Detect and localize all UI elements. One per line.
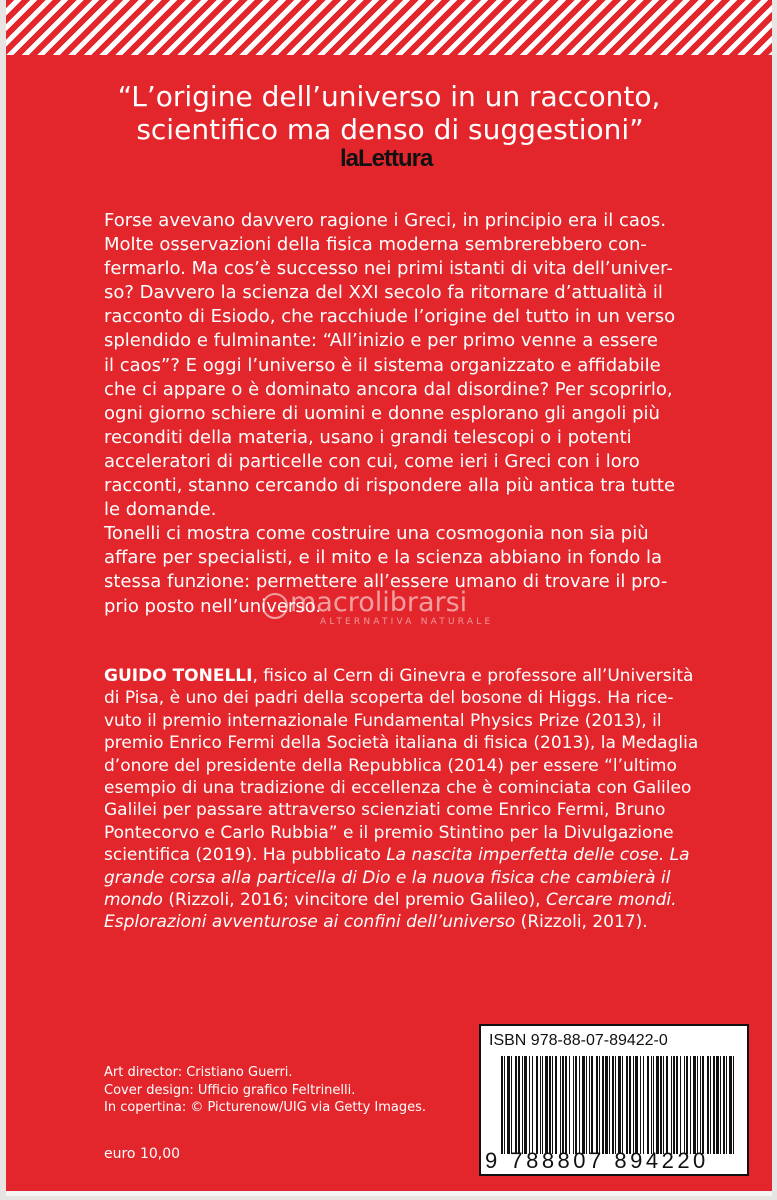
barcode-bar: [549, 1056, 551, 1154]
barcode-bar: [713, 1056, 715, 1154]
barcode-bar: [609, 1056, 610, 1154]
barcode-bar: [618, 1056, 621, 1154]
la-lettura-logo: laLettura: [340, 145, 433, 172]
description-line: Forse avevano davvero ragione i Greci, in principio era il caos.: [104, 210, 667, 231]
barcode-bar: [582, 1056, 585, 1154]
barcode-bar: [515, 1056, 517, 1154]
barcode-bar: [555, 1056, 557, 1154]
barcode-bar: [552, 1056, 553, 1154]
barcode-bar: [707, 1056, 709, 1154]
credit-line: Art director: Cristiano Guerri.: [104, 1065, 293, 1080]
barcode: [499, 1056, 737, 1154]
description-line: stessa funzione: permettere all’essere umano di trovare il pro-: [104, 571, 668, 593]
bio-line: Esplorazioni avventurose ai confini dell’universo (Rizzoli, 2017).: [104, 912, 648, 933]
description-line: Tonelli ci mostra come costruire una cosmogonia non sia più: [104, 523, 649, 545]
bio-line: vuto il premio internazionale Fundamental Physics Prize (2013), il: [104, 710, 662, 731]
barcode-bar: [569, 1056, 570, 1154]
barcode-bar: [666, 1056, 668, 1154]
barcode-bar: [565, 1056, 567, 1154]
barcode-bar: [673, 1056, 675, 1154]
review-quote-line-2: scientifico ma denso di suggestioni”: [136, 113, 644, 146]
barcode-bar: [615, 1056, 616, 1154]
author-name: GUIDO TONELLI: [104, 666, 253, 686]
description-line: che ci appare o è dominato ancora dal disordine? Per scoprirlo,: [104, 378, 673, 400]
barcode-bar: [599, 1056, 600, 1154]
barcode-bar: [656, 1056, 659, 1154]
barcode-bar: [545, 1056, 548, 1154]
barcode-bar: [504, 1056, 505, 1154]
bio-line: d’onore del presidente della Repubblica (2014) per essere “l’ultimo: [104, 755, 677, 776]
barcode-bar: [693, 1056, 696, 1154]
book-description: [104, 209, 675, 619]
isbn-label: ISBN 978-88-07-89422-0: [489, 1032, 668, 1049]
barcode-bar: [720, 1056, 721, 1154]
barcode-bar: [640, 1056, 641, 1154]
description-line: so? Davvero la scienza del XXI secolo fa ritornare d’attualità il: [104, 282, 663, 304]
watermark-logo-icon: [262, 593, 288, 619]
barcode-bar: [663, 1056, 664, 1154]
barcode-bar: [605, 1056, 608, 1154]
description-line: Molte osservazioni della fisica moderna sembrerebbero con-: [104, 234, 647, 256]
credits: [104, 1064, 426, 1117]
barcode-bar: [591, 1056, 593, 1154]
description-line: affare per specialisti, e il mito e la scienza abbiano in fondo la: [104, 547, 663, 569]
barcode-bar: [536, 1056, 538, 1154]
bio-line: Pontecorvo e Carlo Rubbia” e il premio Stintino per la Divulgazione: [104, 822, 674, 843]
bottom-edge: [6, 1191, 772, 1196]
barcode-bar: [702, 1056, 704, 1154]
barcode-bar: [589, 1056, 590, 1154]
striped-header-band: [6, 0, 772, 55]
description-line: ogni giorno schiere di uomini e donne esplorano gli angoli più: [104, 402, 660, 424]
description-line: il caos”? E oggi l’universo è il sistema organizzato e affidabile: [104, 354, 661, 376]
barcode-bar: [723, 1056, 725, 1154]
bio-line: di Pisa, è uno dei padri della scoperta del bosone di Higgs. Ha rice-: [104, 688, 674, 709]
watermark-brand: macrolibrarsi: [290, 587, 468, 618]
credit-line: In copertina: © Picturenow/UIG via Getty Images.: [104, 1100, 427, 1115]
barcode-bar: [633, 1056, 634, 1154]
barcode-bar: [529, 1056, 530, 1154]
barcode-bar: [540, 1056, 541, 1154]
barcode-bar: [686, 1056, 688, 1154]
barcode-bar: [579, 1056, 580, 1154]
barcode-bar: [684, 1056, 685, 1154]
barcode-bar: [507, 1056, 510, 1154]
description-line: prio posto nell’universo.: [104, 595, 322, 617]
watermark-tagline: ALTERNATIVA NATURALE: [320, 617, 494, 627]
bio-line: mondo (Rizzoli, 2016; vincitore del premio Galileo), Cercare mondi.: [104, 889, 677, 910]
barcode-bar: [680, 1056, 681, 1154]
barcode-bar: [629, 1056, 631, 1154]
barcode-bar: [716, 1056, 719, 1154]
review-quote-line-1: “L’origine dell’universo in un racconto,: [117, 80, 661, 113]
barcode-bar: [651, 1056, 652, 1154]
barcode-bar: [575, 1056, 577, 1154]
bio-line: Galilei per passare attraverso scienziati come Enrico Fermi, Bruno: [104, 800, 666, 821]
description-line: acceleratori di particelle con cui, come ieri i Greci con i loro: [104, 450, 640, 472]
description-line: fermarlo. Ma cos’è successo nei primi istanti di vita dell’univer-: [104, 258, 673, 280]
barcode-bar: [635, 1056, 638, 1154]
isbn-barcode-box: [479, 1024, 749, 1176]
barcode-bar: [560, 1056, 561, 1154]
barcode-bar: [622, 1056, 623, 1154]
barcode-bar: [501, 1056, 503, 1154]
barcode-bar: [573, 1056, 574, 1154]
description-line: racconti, stanno cercando di rispondere alla più antica tra tutte: [104, 475, 676, 497]
barcode-bar: [626, 1056, 628, 1154]
barcode-bar: [602, 1056, 604, 1154]
barcode-bar: [596, 1056, 598, 1154]
barcode-bar: [643, 1056, 644, 1154]
barcode-bar: [690, 1056, 691, 1154]
price: euro 10,00: [104, 1146, 181, 1162]
barcode-bar: [710, 1056, 711, 1154]
author-bio: [104, 665, 698, 934]
bio-line: premio Enrico Fermi della Società italiana di fisica (2013), la Medaglia: [104, 733, 699, 754]
bio-line: scientifica (2019). Ha pubblicato La nascita imperfetta delle cose. La: [104, 845, 690, 866]
barcode-bar: [542, 1056, 543, 1154]
description-line: le domande.: [104, 499, 217, 521]
barcode-bar: [660, 1056, 662, 1154]
barcode-bar: [647, 1056, 649, 1154]
barcode-bar: [700, 1056, 701, 1154]
barcode-bar: [562, 1056, 564, 1154]
barcode-bar: [697, 1056, 698, 1154]
barcode-bar: [524, 1056, 527, 1154]
bio-line: grande corsa alla particella di Dio e la nuova fisica che cambierà il: [104, 867, 671, 888]
barcode-bar: [511, 1056, 512, 1154]
back-cover: [6, 0, 772, 1196]
barcode-bar: [676, 1056, 678, 1154]
description-line: reconditi della materia, usano i grandi telescopi o i potenti: [104, 426, 632, 448]
barcode-bar: [726, 1056, 727, 1154]
barcode-bar: [733, 1056, 734, 1154]
bio-line: GUIDO TONELLI, fisico al Cern di Ginevra e professore all’Università: [104, 666, 694, 686]
credit-line: Cover design: Ufficio grafico Feltrinelli.: [104, 1082, 356, 1098]
barcode-bar: [522, 1056, 523, 1154]
barcode-bar: [653, 1056, 654, 1154]
bio-line: esempio di una tradizione di eccellenza che è cominciata con Galileo: [104, 777, 692, 798]
barcode-digits: 9 788807 894220: [485, 1148, 709, 1173]
barcode-bar: [518, 1056, 520, 1154]
barcode-bar: [729, 1056, 732, 1154]
barcode-bar: [671, 1056, 672, 1154]
barcode-bar: [532, 1056, 533, 1154]
description-line: racconto di Esiodo, che racchiude l’origine del tutto in un verso: [104, 306, 676, 328]
barcode-bar: [612, 1056, 614, 1154]
barcode-bar: [586, 1056, 587, 1154]
description-line: splendido e fulminante: “All’inizio e per primo venne a essere: [104, 330, 658, 352]
